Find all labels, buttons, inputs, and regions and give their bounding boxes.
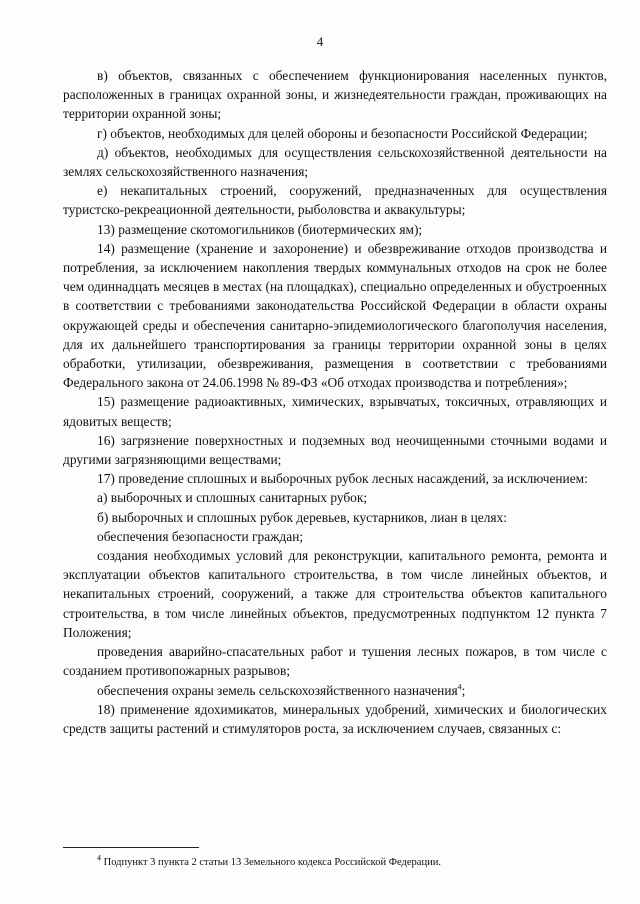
footnote bbox=[63, 853, 607, 869]
paragraph: 13) размещение скотомогильников (биотермических ям); bbox=[97, 221, 423, 237]
paragraph: обеспечения безопасности граждан; bbox=[97, 528, 304, 544]
paragraph: д) объектов, необходимых для осуществления сельскохозяйственной деятельности на землях сельскохозяйственного назначения; bbox=[63, 144, 607, 180]
paragraph-text: обеспечения охраны земель сельскохозяйственного назначения bbox=[97, 682, 458, 698]
paragraph: в) объектов, связанных с обеспечением функционирования населенных пунктов, расположенных в границах охранной зоны, и жизнедеятельности граждан, проживающих на территории охранной зоны; bbox=[63, 68, 607, 122]
paragraph: проведения аварийно-спасательных работ и тушения лесных пожаров, в том числе с созданием противопожарных разрывов; bbox=[63, 644, 607, 679]
paragraph: е) некапитальных строений, сооружений, предназначенных для осуществления туристско-рекреационной деятельности, рыболовства и аквакультуры; bbox=[63, 183, 607, 218]
paragraph: создания необходимых условий для реконструкции, капитального ремонта, ремонта и эксплуатации объектов капитального строительства, в том числе линейных объектов, и некапитальных строений, сооружений, а также для строительства объектов капитального строительства, в том числе линейных объектов, предусмотренных подпунктом 12 пункта 7 Положения; bbox=[63, 548, 607, 640]
footnote-text: Подпункт 3 пункта 2 статьи 13 Земельного кодекса Российской Федерации. bbox=[101, 857, 441, 868]
paragraph: 14) размещение (хранение и захоронение) и обезвреживание отходов производства и потребления, за исключением накопления твердых коммунальных отходов на срок не более чем одиннадцать месяцев в местах (на площадках), специально определенных и обустроенных в соответствии с требованиями законодательства Российской Федерации в области охраны окружающей среды и обеспечения санитарно-эпидемиологического благополучия населения, для их дальнейшего транспортирования за границы территории охранной зоны в целях обработки, утилизации, обезвреживания, размещения в соответствии с требованиями Федерального закона от 24.06.1998 № 89-ФЗ «Об отходах производства и потребления»; bbox=[63, 240, 607, 391]
paragraph: г) объектов, необходимых для целей обороны и безопасности Российской Федерации; bbox=[97, 125, 588, 141]
paragraph-tail: ; bbox=[461, 682, 466, 698]
paragraph: а) выборочных и сплошных санитарных рубок; bbox=[97, 490, 368, 506]
paragraph: б) выборочных и сплошных рубок деревьев, кустарников, лиан в целях: bbox=[97, 509, 507, 525]
paragraph: 17) проведение сплошных и выборочных рубок лесных насаждений, за исключением: bbox=[97, 471, 588, 487]
page-number: 4 bbox=[316, 34, 324, 49]
paragraph: 16) загрязнение поверхностных и подземных вод неочищенными сточными водами и другими загрязняющими веществами; bbox=[63, 432, 607, 468]
footnote-reference: 4 bbox=[457, 682, 462, 692]
paragraph: 15) размещение радиоактивных, химических, взрывчатых, токсичных, отравляющих и ядовитых веществ; bbox=[63, 394, 607, 429]
paragraph-with-footnote bbox=[63, 681, 607, 700]
footnote-divider bbox=[63, 847, 199, 848]
document-body bbox=[63, 66, 607, 738]
footnote-mark: 4 bbox=[97, 853, 101, 863]
paragraph: 18) применение ядохимикатов, минеральных удобрений, химических и биологических средств защиты растений и стимуляторов роста, за исключением случаев, связанных с: bbox=[63, 701, 607, 736]
